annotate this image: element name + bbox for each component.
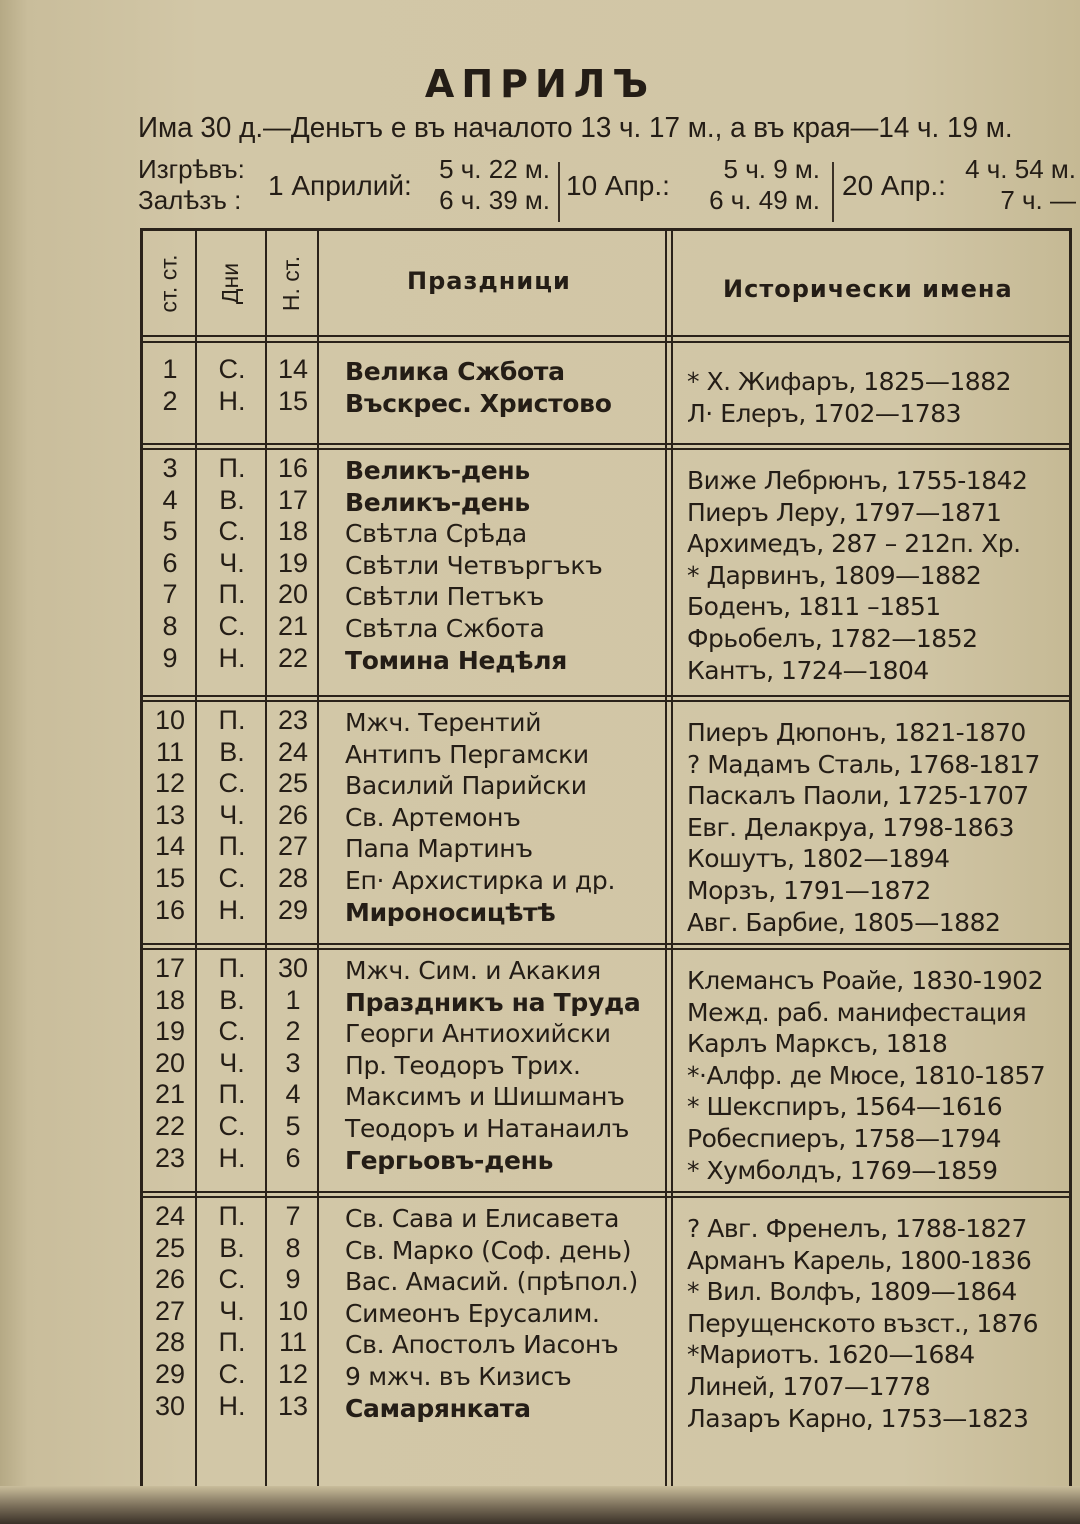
holiday-name: Великъ-день [345,487,530,517]
historic-name: Лазаръ Карно, 1753—1823 [687,1403,1029,1433]
holiday-name: Пр. Теодоръ Трих. [345,1050,581,1080]
new-style-date: 13 [277,1390,309,1421]
new-style-date: 24 [277,736,309,767]
old-style-date: 19 [154,1016,186,1047]
holiday-name: Мжч. Терентий [345,708,542,737]
new-style-date: 11 [278,1327,308,1358]
historic-name: Евг. Делакруа, 1798-1863 [687,812,1015,842]
historic-name: Фрьобелъ, 1782—1852 [687,624,978,653]
new-style-date: 29 [277,894,309,925]
day-length-summary: Има 30 д.—Деньтъ е въ началото 13 ч. 17 м., а въ края—14 ч. 19 м. [138,112,1013,144]
historic-name: * Шекспиръ, 1564—1616 [687,1092,1003,1122]
historic-name: * Хумболдъ, 1769—1859 [687,1155,998,1185]
holiday-name: Василий Парийски [345,771,587,801]
calendar-row [143,984,1069,1027]
holiday-name: Антипъ Пергамски [345,739,589,769]
historic-name: Арманъ Карель, 1800-1836 [687,1245,1032,1275]
new-style-date: 10 [277,1295,309,1326]
week-divider [143,1196,1069,1198]
new-style-date: 8 [285,1232,301,1263]
calendar-row [143,831,1069,874]
calendar-row [143,547,1069,590]
new-style-date: 14 [277,354,309,384]
historic-name: Межд. раб. манифестация [687,997,1027,1027]
holiday-name: Свѣтли Петъкъ [345,582,544,612]
old-style-date: 28 [154,1327,186,1358]
page-title: АПРИЛЪ [424,62,656,106]
week-divider [143,1191,1069,1193]
holiday-name: Свѣтла Сжбота [345,614,545,643]
holiday-name: Велика Сжбота [345,357,565,386]
period-date: 10 Апр.: [566,170,670,201]
week-divider [143,695,1069,697]
new-style-date: 22 [277,642,309,673]
new-style-date: 26 [277,799,309,830]
old-style-date: 15 [154,863,186,893]
period-sunset: 7 ч. — [1000,185,1076,215]
divider [832,162,834,222]
new-style-date: 20 [277,579,309,610]
calendar-row [143,453,1069,495]
holiday-name: Св. Апостолъ Иасонъ [345,1330,619,1360]
calendar-row [143,799,1069,842]
period-sunset: 6 ч. 49 м. [709,185,820,215]
historic-name: * Х. Жифаръ, 1825—1882 [687,367,1012,396]
old-style-date: 24 [154,1201,186,1231]
old-style-date: 23 [154,1142,186,1173]
calendar-row [143,1201,1069,1243]
holiday-name: Въскрес. Христово [345,388,612,418]
weekday: В. [219,484,245,515]
sunrise-label: Изгрѣвъ: [138,154,245,184]
calendar-row [143,354,1069,396]
weekday: С. [218,516,246,547]
new-style-date: 25 [277,768,309,799]
weekday: Н. [218,1390,246,1421]
old-style-date: 18 [154,984,186,1015]
calendar-row [143,1327,1069,1370]
weekday: С. [218,1264,246,1295]
historic-name: * Дарвинъ, 1809—1882 [687,560,982,590]
page-edge-shadow [0,1486,1080,1524]
holiday-name: Симеонъ Ерусалим. [345,1298,600,1328]
new-style-date: 23 [277,705,309,735]
calendar-row [143,1359,1069,1401]
old-style-date: 10 [154,705,186,735]
new-style-date: 12 [277,1359,309,1389]
week-divider [143,700,1069,702]
calendar-row [143,1016,1069,1059]
row-divider [143,335,1069,337]
weekday: П. [218,579,246,610]
period-date: 1 Априлий: [268,170,412,201]
new-style-date: 18 [277,516,309,547]
period-sunrise: 5 ч. 22 м. [439,154,550,184]
weekday: П. [218,1201,246,1231]
calendar-row [143,705,1069,747]
row-divider [143,341,1069,343]
weekday: В. [219,1232,245,1263]
historic-name: Л· Елеръ, 1702—1783 [687,398,962,428]
historic-name: ? Мадамъ Сталь, 1768-1817 [687,749,1040,779]
old-style-date: 11 [155,736,185,767]
historic-name: Робеспиеръ, 1758—1794 [687,1124,1002,1153]
old-style-date: 8 [162,611,178,641]
old-style-date: 25 [154,1232,186,1263]
historic-name: Паскалъ Паоли, 1725-1707 [687,781,1029,811]
period-sunrise: 5 ч. 9 м. [723,154,820,184]
new-style-date: 17 [277,484,309,515]
calendar-row [143,1142,1069,1185]
old-style-date: 30 [154,1390,186,1421]
header-new-style: Н. ст. [278,255,305,311]
header-old-style: ст. ст. [155,253,182,313]
historic-name: Морзъ, 1791—1872 [687,876,931,905]
week-divider [143,948,1069,950]
new-style-date: 21 [277,611,309,641]
weekday: П. [218,705,246,735]
weekday: Ч. [219,1295,245,1326]
holiday-name: 9 мжч. въ Кизисъ [345,1362,572,1391]
weekday: Ч. [219,547,245,578]
weekday: П. [218,831,246,862]
historic-name: Пиеръ Дюпонъ, 1821-1870 [687,718,1026,747]
historic-name: * Вил. Волфъ, 1809—1864 [687,1277,1017,1307]
calendar-row [143,611,1069,653]
calendar-row [143,768,1069,811]
weekday: С. [218,1111,246,1141]
weekday: Н. [218,385,246,416]
calendar-row [143,1232,1069,1275]
period-date: 20 Апр.: [842,170,946,201]
calendar-row [143,1264,1069,1307]
new-style-date: 7 [285,1201,301,1231]
weekday: П. [218,453,246,483]
holiday-name: Томина Недѣля [345,645,567,675]
historic-name: Клемансъ Роайе, 1830-1902 [687,966,1043,995]
week-divider [143,448,1069,450]
holiday-name: Теодоръ и Натанаилъ [345,1114,630,1143]
calendar-row [143,385,1069,428]
weekday: С. [218,863,246,893]
weekday: С. [218,611,246,641]
historic-name: Кошутъ, 1802—1894 [687,844,950,874]
calendar-table [140,228,1072,1493]
header-holidays: Праздници [407,267,571,295]
sunset-label: Залѣзъ : [138,185,242,215]
holiday-name: Папа Мартинъ [345,834,533,864]
weekday: В. [219,984,245,1015]
calendar-row [143,1295,1069,1338]
new-style-date: 3 [285,1047,301,1078]
old-style-date: 26 [154,1264,186,1295]
divider [558,162,560,222]
weekday: Н. [218,642,246,673]
old-style-date: 16 [154,894,186,925]
holiday-name: Свѣтли Четвъргъкъ [345,550,603,580]
historic-name: Виже Лебрюнъ, 1755-1842 [687,466,1028,495]
old-style-date: 2 [162,385,178,416]
holiday-name: Свѣтла Срѣда [345,519,527,549]
holiday-name: Гергьовъ-день [345,1145,554,1175]
new-style-date: 15 [277,385,309,416]
holiday-name: Св. Марко (Соф. день) [345,1235,632,1265]
calendar-row [143,953,1069,995]
calendar-row [143,1390,1069,1433]
calendar-row [143,516,1069,559]
calendar-row [143,1111,1069,1153]
new-style-date: 5 [285,1111,301,1141]
new-style-date: 16 [277,453,309,483]
week-divider [143,443,1069,445]
week-divider [143,943,1069,945]
weekday: Н. [218,1142,246,1173]
new-style-date: 30 [277,953,309,983]
weekday: С. [218,354,246,384]
new-style-date: 9 [285,1264,301,1295]
sunrise-sunset-block [138,154,1080,228]
historic-name: Пиеръ Леру, 1797—1871 [687,497,1002,527]
holiday-name: Св. Сава и Елисавета [345,1204,620,1233]
calendar-row [143,894,1069,937]
weekday: С. [218,1016,246,1047]
calendar-row [143,1047,1069,1090]
old-style-date: 12 [154,768,186,799]
calendar-row [143,484,1069,527]
old-style-date: 20 [154,1047,186,1078]
old-style-date: 6 [162,547,178,578]
holiday-name: Мжч. Сим. и Акакия [345,956,601,985]
holiday-name: Св. Артемонъ [345,802,521,832]
period-sunrise: 4 ч. 54 м. [965,154,1076,184]
holiday-name: Георги Антиохийски [345,1019,611,1049]
historic-name: Линей, 1707—1778 [687,1372,931,1401]
weekday: Ч. [219,799,245,830]
historic-name: Архимедъ, 287 – 212п. Хр. [687,529,1021,559]
new-style-date: 1 [285,984,301,1015]
old-style-date: 3 [162,453,178,483]
calendar-row [143,579,1069,622]
holiday-name: Вас. Амасий. (прѣпол.) [345,1267,639,1297]
calendar-row [143,1079,1069,1122]
old-style-date: 17 [154,953,186,983]
new-style-date: 6 [285,1142,301,1173]
old-style-date: 13 [154,799,186,830]
weekday: Ч. [219,1047,245,1078]
old-style-date: 14 [154,831,186,862]
new-style-date: 19 [277,547,309,578]
calendar-row [143,863,1069,905]
historic-name: ? Авг. Френелъ, 1788-1827 [687,1214,1027,1243]
old-style-date: 7 [162,579,178,610]
historic-name: Авг. Барбие, 1805—1882 [687,907,1001,937]
historic-name: Перущенското възст., 1876 [687,1308,1039,1338]
old-style-date: 22 [154,1111,186,1141]
old-style-date: 29 [154,1359,186,1389]
old-style-date: 9 [162,642,178,673]
weekday: П. [218,1079,246,1110]
new-style-date: 4 [285,1079,301,1110]
historic-name: *·Алфр. де Мюсе, 1810-1857 [687,1060,1046,1090]
weekday: П. [218,1327,246,1358]
calendar-row [143,642,1069,685]
new-style-date: 28 [277,863,309,893]
new-style-date: 2 [285,1016,301,1047]
calendar-row [143,736,1069,779]
historic-name: Боденъ, 1811 –1851 [687,592,941,622]
holiday-name: Мироносицѣтѣ [345,897,556,927]
holiday-name: Самарянката [345,1393,531,1423]
period-sunset: 6 ч. 39 м. [439,185,550,215]
old-style-date: 4 [162,484,178,515]
weekday: В. [219,736,245,767]
holiday-name: Великъ-день [345,456,530,485]
header-days: Дни [217,262,244,304]
holiday-name: Еп· Архистирка и др. [345,866,616,895]
new-style-date: 27 [277,831,309,862]
weekday: С. [218,1359,246,1389]
historic-name: Кантъ, 1724—1804 [687,655,929,685]
holiday-name: Максимъ и Шишманъ [345,1082,625,1112]
old-style-date: 5 [162,516,178,547]
weekday: П. [218,953,246,983]
historic-name: Карлъ Марксъ, 1818 [687,1029,948,1059]
historic-name: *Мариотъ. 1620—1684 [687,1340,975,1370]
old-style-date: 21 [154,1079,186,1110]
holiday-name: Праздникъ на Труда [345,987,641,1017]
old-style-date: 27 [154,1295,186,1326]
header-historic-names: Исторически имена [723,275,1013,303]
weekday: С. [218,768,246,799]
weekday: Н. [218,894,246,925]
old-style-date: 1 [162,354,178,384]
